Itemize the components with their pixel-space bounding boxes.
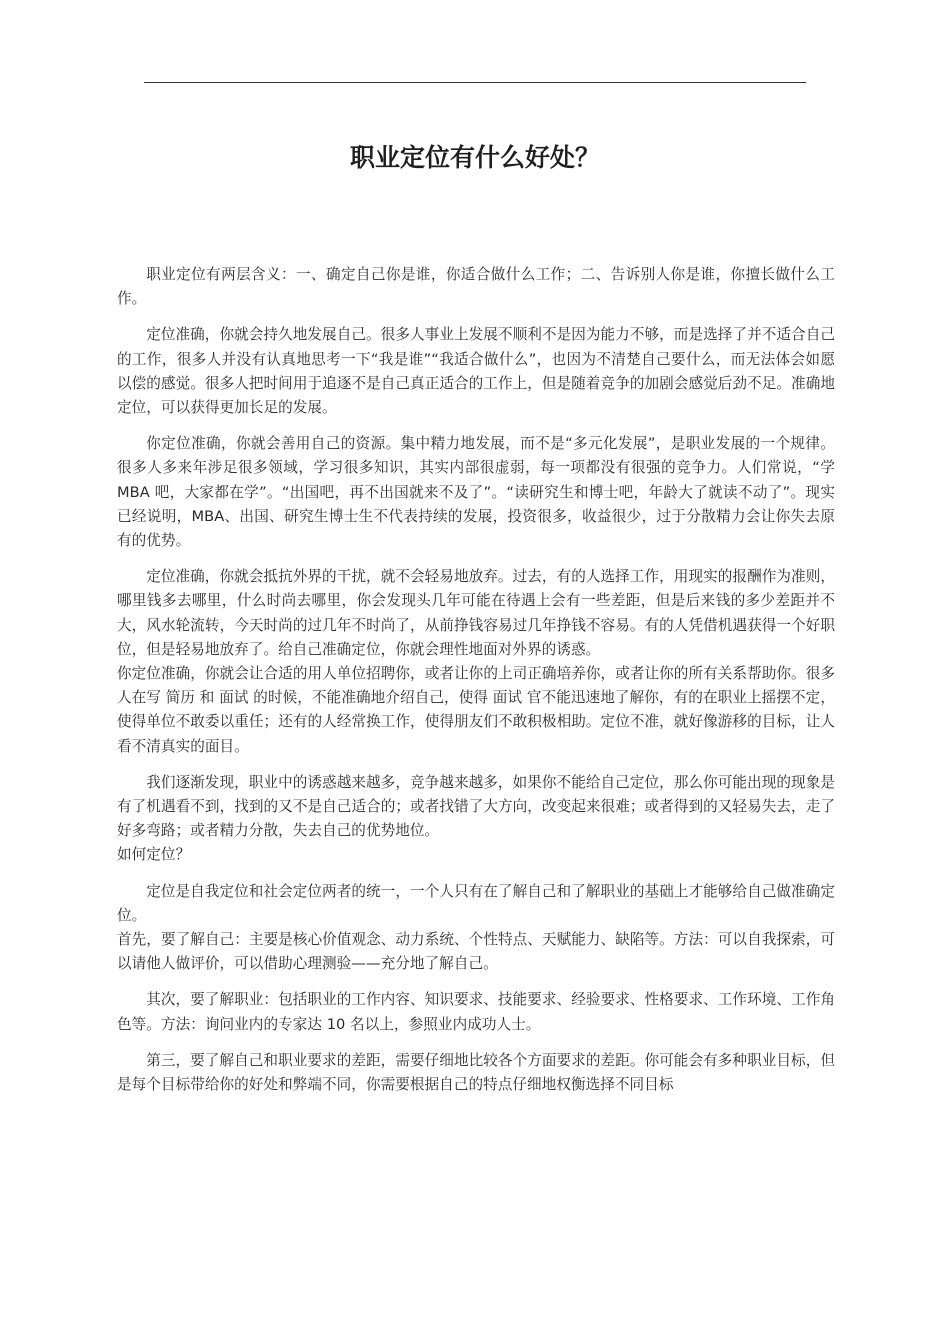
header-rule	[144, 82, 806, 83]
paragraph-2: 定位准确，你就会持久地发展自己。很多人事业上发展不顺利不是因为能力不够，而是选择了并不适合自己的工作，很多人并没有认真地思考一下“我是谁”“我适合做什么”，也因为不清楚自己要什么，而无法体会如愿以偿的感觉。很多人把时间用于追逐不是自己真正适合的工作上，但是随着竞争的加剧会感觉后劲不足。准确地定位，可以获得更加长足的发展。	[117, 326, 835, 417]
paragraph-9: 其次，要了解职业：包括职业的工作内容、知识要求、技能要求、经验要求、性格要求、工作环境、工作角色等。方法：询问业内的专家达 10 名以上，参照业内成功人士。	[117, 991, 835, 1033]
document-body	[117, 263, 835, 1097]
paragraph-10: 第三，要了解自己和职业要求的差距，需要仔细地比较各个方面要求的差距。你可能会有多种职业目标，但是每个目标带给你的好处和弊端不同，你需要根据自己的特点仔细地权衡选择不同目标	[117, 1051, 835, 1094]
paragraph-5: 你定位准确，你就会让合适的用人单位招聘你，或者让你的上司正确培养你，或者让你的所有关系帮助你。很多人在写 简历 和 面试 的时候，不能准确地介绍自己，使得 面试 官不能迅速地了解你，有的在职业上摇摆不定，使得单位不敢委以重任；还有的人经常换工作，使得朋友们不敢积极相助。定位不准，就好像游移的目标，让人看不清真实的面目。	[117, 665, 835, 755]
paragraph-3: 你定位准确，你就会善用自己的资源。集中精力地发展，而不是“多元化发展”，是职业发展的一个规律。很多人多来年涉足很多领域，学习很多知识，其实内部很虚弱，每一项都没有很强的竞争力。人们常说，“学 MBA 吧，大家都在学”。“出国吧，再不出国就来不及了”。“读研究生和博士吧，年龄大了就读不动了”。现实已经说明，MBA、出国、研究生博士生不代表持续的发展，投资很多，收益很少，过于分散精力会让你失去原有的优势。	[117, 435, 835, 550]
paragraph-8: 首先，要了解自己：主要是核心价值观念、动力系统、个性特点、天赋能力、缺陷等。方法：可以自我探索，可以请他人做评价，可以借助心理测验——充分地了解自己。	[117, 931, 835, 973]
section-heading-how-to-position: 如何定位？	[117, 846, 191, 864]
page-title: 职业定位有什么好处？	[349, 143, 600, 172]
paragraph-6: 我们逐渐发现，职业中的诱惑越来越多，竞争越来越多，如果你不能给自己定位，那么你可能出现的现象是有了机遇看不到，找到的又不是自己适合的；或者找错了大方向，改变起来很难；或者得到的又轻易失去，走了好多弯路；或者精力分散，失去自己的优势地位。	[117, 773, 835, 840]
paragraph-7: 定位是自我定位和社会定位两者的统一，一个人只有在了解自己和了解职业的基础上才能够给自己做准确定位。	[117, 882, 835, 924]
paragraph-4: 定位准确，你就会抵抗外界的干扰，就不会轻易地放弃。过去，有的人选择工作，用现实的报酬作为准则，哪里钱多去哪里，什么时尚去哪里，你会发现头几年可能在待遇上会有一些差距，但是后来钱的多少差距并不大，风水轮流转，今天时尚的过几年不时尚了，从前挣钱容易过几年挣钱不容易。有的人凭借机遇获得一个好职位，但是轻易地放弃了。给自己准确定位，你就会理性地面对外界的诱惑。	[117, 568, 835, 658]
paragraph-1: 职业定位有两层含义：一、确定自己你是谁，你适合做什么工作；二、告诉别人你是谁，你擅长做什么工作。	[117, 266, 835, 308]
